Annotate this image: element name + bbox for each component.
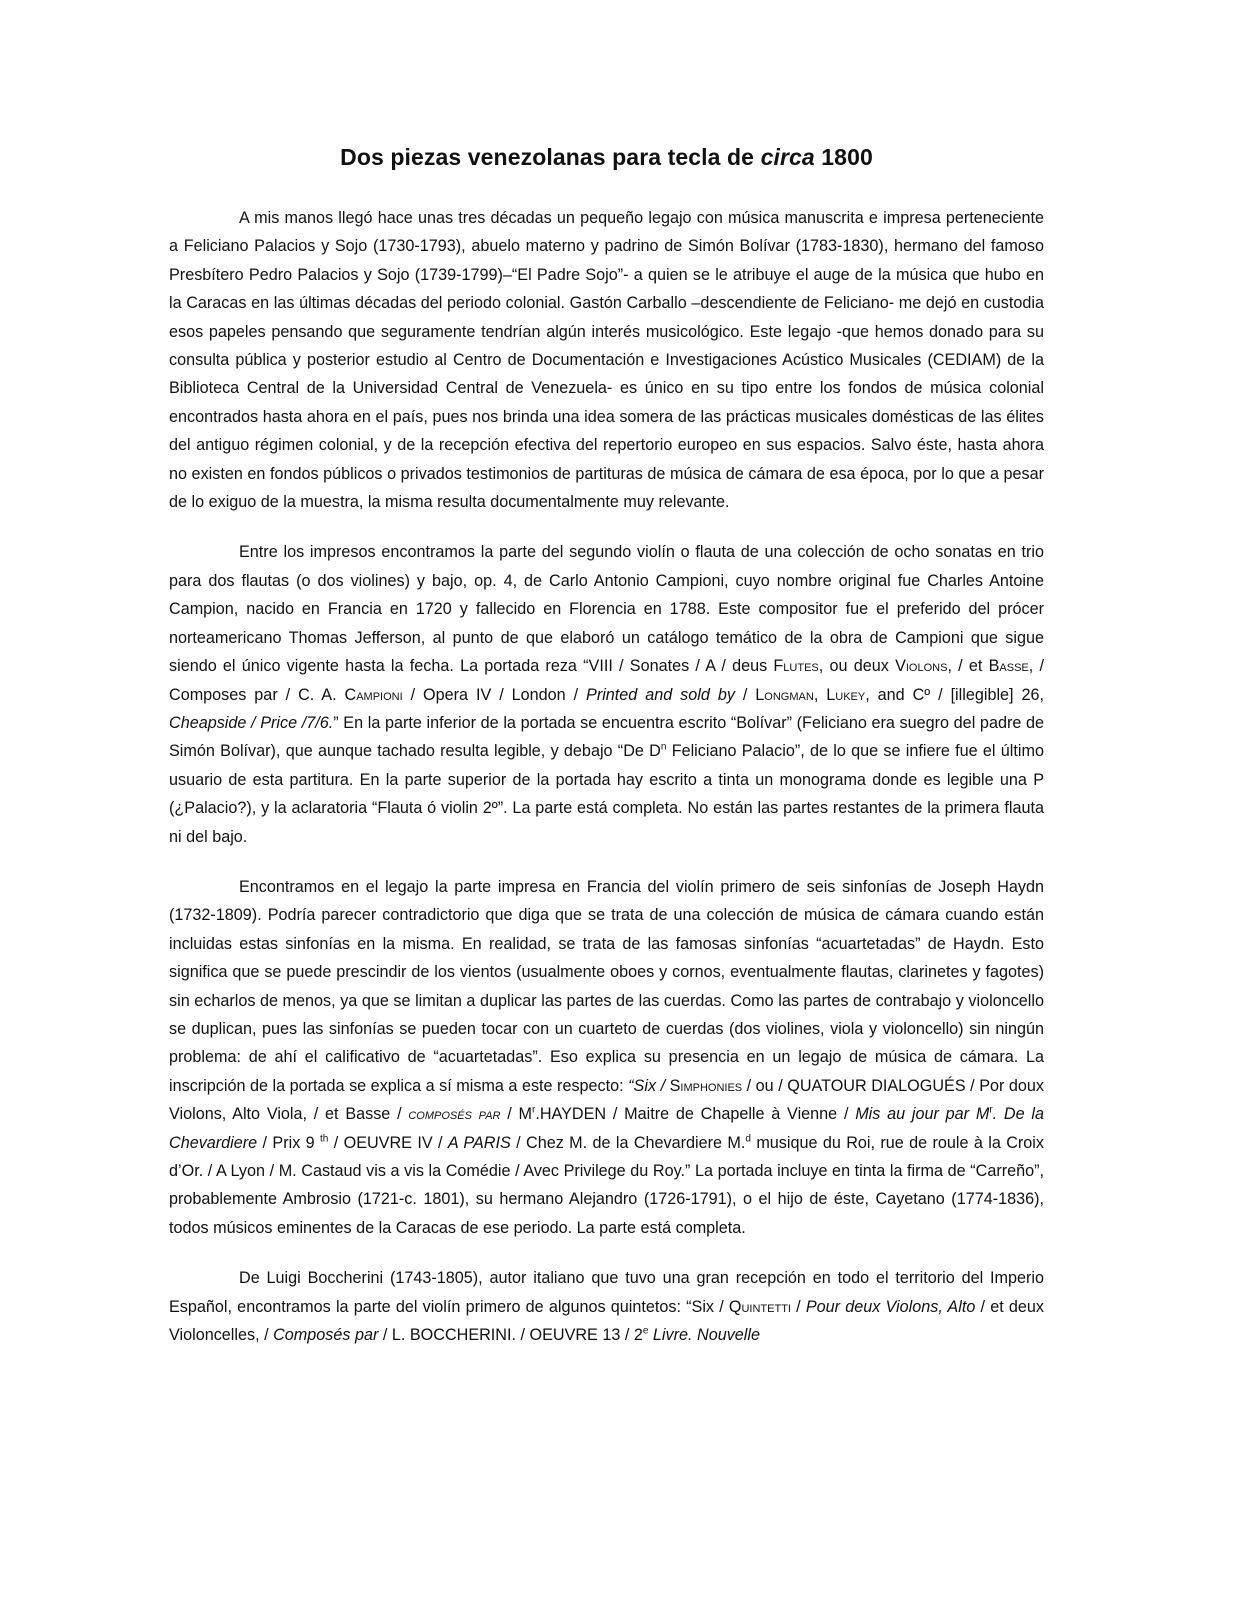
- text-run: .HAYDEN / Maitre de Chapelle à Vienne /: [535, 1105, 856, 1124]
- italic-run: A PARIS: [447, 1133, 511, 1152]
- italic-run: Mis au jour par M: [855, 1105, 990, 1124]
- title-italic-circa: circa: [760, 144, 815, 170]
- italic-smallcaps-run: composés par: [408, 1105, 501, 1124]
- text-run: / ou / QUATOUR DIALOGUÉS / Por doux Violons, Alto Viola, / et Basse /: [169, 1076, 1045, 1124]
- text-run: ,: [813, 685, 827, 704]
- title-year: 1800: [814, 144, 873, 170]
- italic-run: “Six /: [628, 1076, 666, 1095]
- text-run: Encontramos en el legajo la parte impresa en Francia del violín primero de seis sinfonías de Joseph Haydn (1732-1809). Podría parecer contradictorio que diga que se trata de una colección de música de cámara cuando están incluidas estas sinfonías en la misma. En realidad, se trata de las famosas sinfonías “acuartetadas” de Haydn. Esto significa que se puede prescindir de los vientos (usualmente oboes y cornos, eventualmente flautas, clarinetes y fagotes) sin echarlos de menos, ya que se limitan a duplicar las partes de las cuerdas. Como las partes de contrabajo y violoncello se duplican, pues las sinfonías se pueden tocar con un cuarteto de cuerdas (dos violines, viola y violoncello) sin ningún problema: de ahí el calificativo de “acuartetadas”. Eso explica su presencia en un legajo de música de cámara. La inscripción de la portada se explica a sí misma a este respecto:: [169, 877, 1044, 1095]
- superscript: th: [320, 1133, 329, 1145]
- paragraph-1: [169, 204, 1044, 516]
- smallcaps-run: Longman: [755, 685, 814, 704]
- superscript: e: [642, 1325, 649, 1337]
- text-run: / Opera IV / London /: [402, 685, 587, 704]
- document-page: [169, 140, 1044, 1349]
- smallcaps-run: Basse: [988, 657, 1029, 676]
- italic-run: Pour deux Violons, Alto: [805, 1297, 976, 1316]
- smallcaps-run: Campioni: [344, 685, 403, 704]
- text-run: , and Cº / [illegible] 26,: [865, 685, 1044, 704]
- smallcaps-run: Simphonies: [669, 1076, 743, 1095]
- text-run: Feliciano Palacio”, de lo que se infiere fue el último usuario de esta partitura. En la parte superior de la portada hay escrito a tinta un monograma donde es legible una P (¿Palacio?), y la aclaratoria “Flauta ó violin 2º”. La parte está completa. No están las partes restantes de la primera flauta ni del bajo.: [169, 742, 1044, 846]
- text-run: / Chez M. de la Chevardiere M.: [510, 1133, 746, 1152]
- text-run: , / et: [947, 657, 989, 676]
- smallcaps-run: Violons: [895, 657, 948, 676]
- superscript: n: [660, 741, 667, 753]
- text-run: / et deux Violoncelles, /: [169, 1297, 1044, 1345]
- text-run: ” En la parte inferior de la portada se encuentra escrito “Bolívar” (Feliciano era suegro del padre de Simón Bolívar), que aunque tachado resulta legible, y debajo “De D: [169, 713, 1044, 761]
- superscript: d: [745, 1133, 751, 1145]
- text-run: De Luigi Boccherini (1743-1805), autor italiano que tuvo una gran recepción en todo el territorio del Imperio Español, encontramos la parte del violín primero de algunos quintetos: “Six /: [169, 1269, 1044, 1316]
- italic-run: Livre. Nouvelle: [648, 1326, 760, 1345]
- italic-run: Composés par: [273, 1326, 379, 1345]
- title-main: Dos piezas venezolanas para tecla de: [340, 144, 761, 170]
- text-run: , / Composes par / C. A.: [169, 657, 1045, 704]
- italic-run: Cheapside / Price /7/6.: [169, 713, 334, 732]
- smallcaps-run: Flutes: [773, 657, 819, 676]
- paragraph-1-text: A mis manos llegó hace unas tres décadas un pequeño legajo con música manuscrita e impresa perteneciente a Feliciano Palacios y Sojo (1730-1793), abuelo materno y padrino de Simón Bolívar (1783-1830), hermano del famoso Presbítero Pedro Palacios y Sojo (1739-1799)–“El Padre Sojo”- a quien se le atribuye el auge de la música que hubo en la Caracas en las últimas décadas del periodo colonial. Gastón Carballo –descendiente de Feliciano- me dejó en custodia esos papeles pensando que seguramente tendrían algún interés musicológico. Este legajo -que hemos donado para su consulta pública y posterior estudio al Centro de Documentación e Investigaciones Acústico Musicales (CEDIAM) de la Biblioteca Central de la Universidad Central de Venezuela- es único en su tipo entre los fondos de música colonial encontrados hasta ahora en el país, pues nos brinda una idea somera de las prácticas musicales domésticas de las élites del antiguo régimen colonial, y de la recepción efectiva del repertorio europeo en sus espacios. Salvo éste, hasta ahora no existen en fondos públicos o privados testimonios de partituras de música de cámara de esa época, por lo que a pesar de lo exiguo de la muestra, la misma resulta documentalmente muy relevante.: [169, 209, 1044, 512]
- superscript: r: [532, 1104, 536, 1116]
- smallcaps-run: Lukey: [826, 685, 866, 704]
- italic-run: Printed and sold by: [586, 685, 735, 704]
- text-run: musique du Roi, rue de roule à la Croix d’Or. / A Lyon / M. Castaud vis a vis la Comédie / Avec Privilege du Roy.” La portada incluye en tinta la firma de “Carreño”, probablemente Ambrosio (1721-c. 1801), su hermano Alejandro (1726-1791), o el hijo de éste, Cayetano (1774-1836), todos músicos eminentes de la Caracas de ese periodo. La parte está completa.: [169, 1133, 1044, 1237]
- text-run: /: [790, 1297, 806, 1316]
- smallcaps-run: Quintetti: [728, 1297, 791, 1316]
- text-run: Entre los impresos encontramos la parte del segundo violín o flauta de una colección de ocho sonatas en trio para dos flautas (o dos violines) y bajo, op. 4, de Carlo Antonio Campioni, cuyo nombre original fue Charles Antoine Campion, nacido en Francia en 1720 y fallecido en Florencia en 1788. Este compositor fue el preferido del prócer norteamericano Thomas Jefferson, al punto de que elaboró un catálogo temático de la obra de Campioni que sigue siendo el único vigente hasta la fecha. La portada reza “VIII / Sonates / A / deus: [169, 543, 1044, 676]
- text-run: / OEUVRE IV /: [328, 1133, 448, 1152]
- text-run: , ou deux: [818, 657, 896, 676]
- paragraph-4: [169, 1264, 1044, 1349]
- paragraph-3: [169, 873, 1044, 1242]
- superscript: r: [989, 1104, 993, 1116]
- paragraph-2: [169, 538, 1044, 850]
- italic-run: . De la Chevardiere: [169, 1105, 1044, 1152]
- document-title: [169, 140, 1044, 174]
- text-run: / Prix 9: [257, 1133, 321, 1152]
- text-run: / M: [500, 1105, 532, 1124]
- text-run: / L. BOCCHERINI. / OEUVRE 13 / 2: [378, 1326, 643, 1345]
- text-run: /: [734, 685, 756, 704]
